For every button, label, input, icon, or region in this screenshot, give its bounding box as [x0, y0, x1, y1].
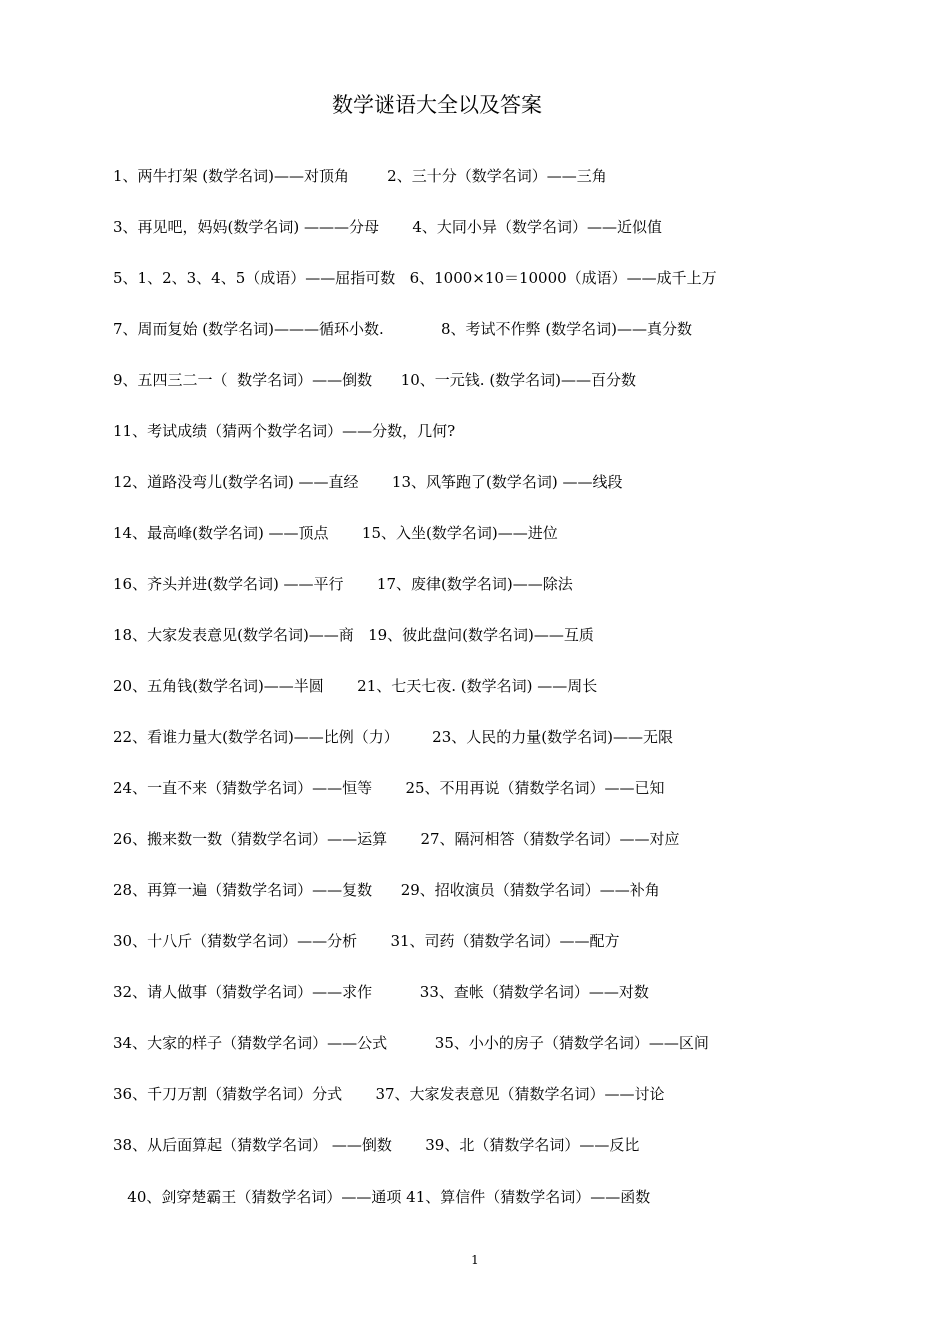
riddle-line-3: 5、1、2、3、4、5（成语）——屈指可数 6、1000×10＝10000（成语）——成千上万: [113, 269, 717, 287]
riddle-line-19: 36、千刀万割（猜数学名词）分式 37、大家发表意见（猜数学名词）——讨论: [113, 1085, 665, 1103]
riddle-line-8: 14、最高峰(数学名词) ——顶点 15、入坐(数学名词)——进位: [113, 524, 558, 542]
riddle-line-17: 32、请人做事（猜数学名词）——求作 33、查帐（猜数学名词）——对数: [113, 983, 649, 1001]
riddle-line-13: 24、一直不来（猜数学名词）——恒等 25、不用再说（猜数学名词）——已知: [113, 779, 665, 797]
riddle-line-14: 26、搬来数一数（猜数学名词）——运算 27、隔河相答（猜数学名词）——对应: [113, 830, 680, 848]
riddle-line-2: 3、再见吧，妈妈(数学名词) ———分母 4、大同小异（数学名词）——近似值: [113, 218, 662, 236]
riddle-line-15: 28、再算一遍（猜数学名词）——复数 29、招收演员（猜数学名词）——补角: [113, 881, 660, 899]
riddle-line-5: 9、五四三二一（ 数学名词）——倒数 10、一元钱. (数学名词)——百分数: [113, 371, 637, 389]
riddle-line-16: 30、十八斤（猜数学名词）——分析 31、司药（猜数学名词）——配方: [113, 932, 620, 950]
riddle-line-6: 11、考试成绩（猜两个数学名词）——分数，几何?: [113, 422, 456, 440]
riddle-line-4: 7、周而复始 (数学名词)———循环小数. 8、考试不作弊 (数学名词)——真分数: [113, 320, 693, 338]
riddle-line-9: 16、齐头并进(数学名词) ——平行 17、废律(数学名词)——除法: [113, 575, 573, 593]
riddle-line-7: 12、道路没弯儿(数学名词) ——直经 13、风筝跑了(数学名词) ——线段: [113, 473, 623, 491]
page-title: 数学谜语大全以及答案: [332, 93, 542, 117]
riddle-line-20: 38、从后面算起（猜数学名词） ——倒数 39、北（猜数学名词）——反比: [113, 1136, 640, 1154]
riddle-line-1: 1、两牛打架 (数学名词)——对顶角 2、三十分（数学名词）——三角: [113, 167, 607, 185]
riddle-line-21: 40、剑穿楚霸王（猜数学名词）——通项 41、算信件（猜数学名词）——函数: [113, 1188, 651, 1206]
page-number: 1: [471, 1253, 479, 1267]
riddle-line-11: 20、五角钱(数学名词)——半圆 21、七天七夜. (数学名词) ——周长: [113, 677, 598, 695]
riddle-line-10: 18、大家发表意见(数学名词)——商 19、彼此盘问(数学名词)——互质: [113, 626, 594, 644]
riddle-line-12: 22、看谁力量大(数学名词)——比例（力） 23、人民的力量(数学名词)——无限: [113, 728, 673, 746]
riddle-line-18: 34、大家的样子（猜数学名词）——公式 35、小小的房子（猜数学名词）——区间: [113, 1034, 709, 1052]
